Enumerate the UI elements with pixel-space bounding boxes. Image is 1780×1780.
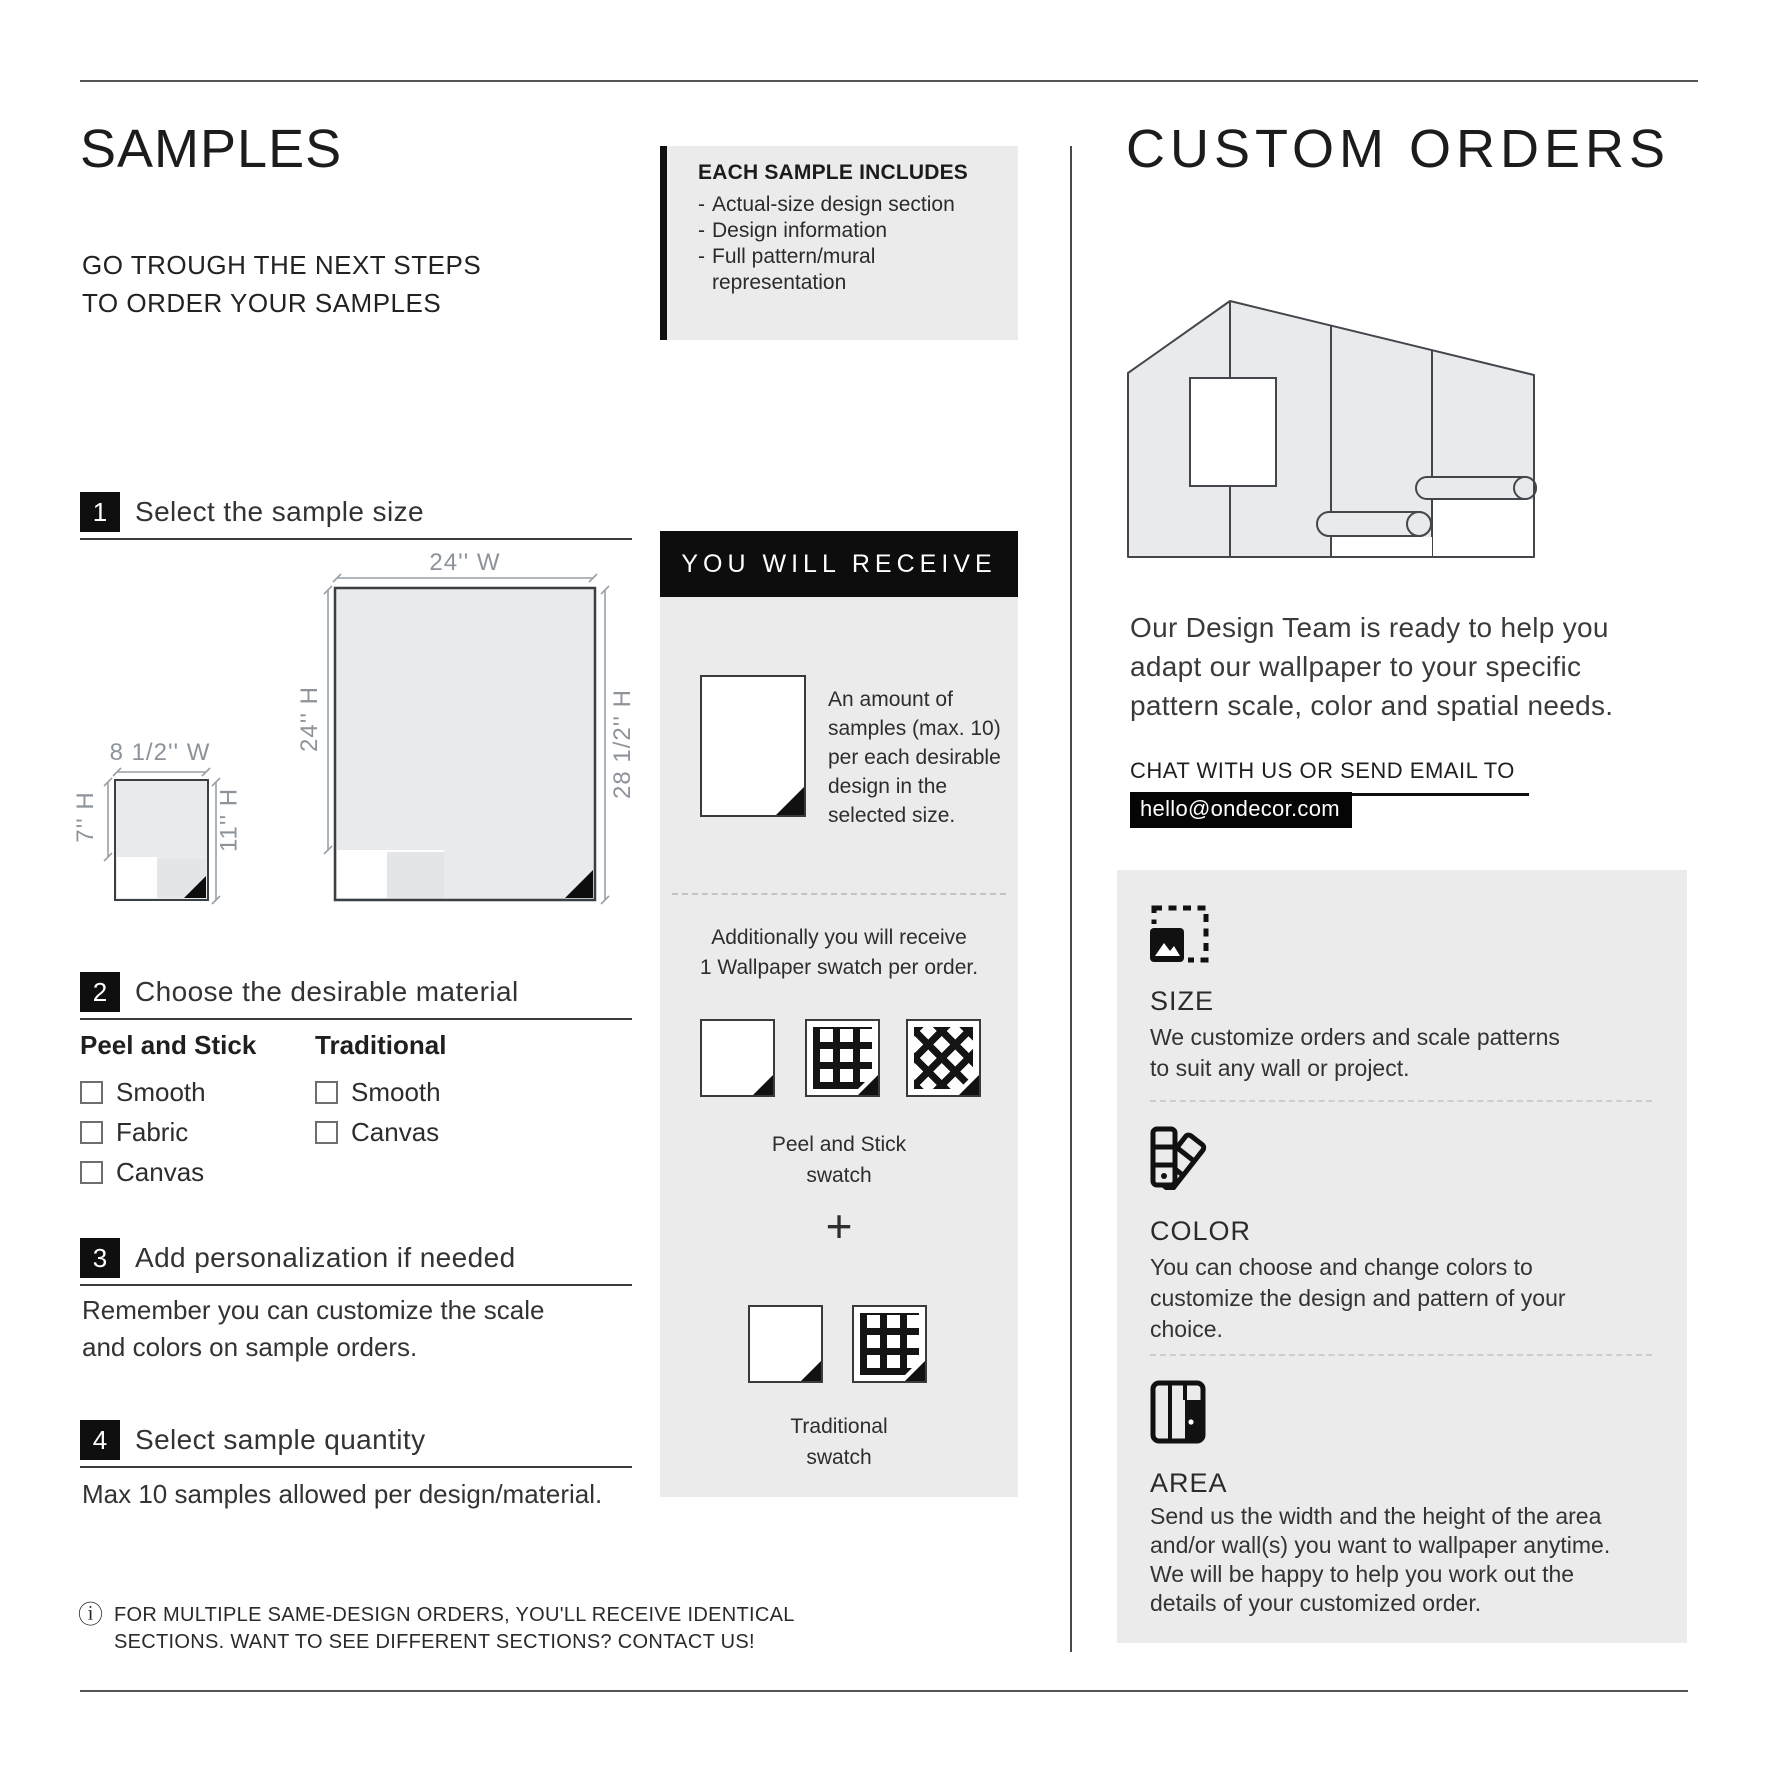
step-number-badge: 1 bbox=[80, 492, 120, 532]
material-option-row: Canvas bbox=[315, 1117, 540, 1148]
step-2-header: 2 Choose the desirable material bbox=[80, 972, 632, 1020]
step-number-badge: 4 bbox=[80, 1420, 120, 1460]
dimension-label: 24'' W bbox=[429, 549, 501, 576]
you-will-receive-box bbox=[660, 597, 1018, 1497]
design-team-text: Our Design Team is ready to help you adapt our wallpaper to your specific pattern scale, color and spatial needs. bbox=[1130, 612, 1614, 721]
feature-body: We customize orders and scale patterns to suit any wall or project. bbox=[1150, 1024, 1560, 1081]
dimension-label: 8 1/2'' W bbox=[109, 739, 211, 766]
samples-amount-text: An amount of samples (max. 10) per each desirable design in the selected size. bbox=[828, 688, 1001, 827]
plus-icon: + bbox=[825, 1200, 853, 1252]
plain-swatch-icon bbox=[700, 1019, 775, 1097]
custom-orders-title: CUSTOM ORDERS bbox=[1126, 119, 1671, 179]
material-heading: Peel and Stick bbox=[80, 1030, 257, 1060]
each-sample-includes-box bbox=[660, 146, 1018, 340]
traditional-swatch-label: Traditional swatch bbox=[790, 1415, 888, 1469]
sample-page-icon bbox=[700, 675, 806, 817]
material-heading: Traditional bbox=[315, 1030, 447, 1060]
material-option-row: Canvas bbox=[80, 1157, 305, 1188]
checkbox-icon[interactable] bbox=[315, 1081, 338, 1104]
step-4-body: Max 10 samples allowed per design/material. bbox=[82, 1479, 603, 1509]
custom-orders-feature-box bbox=[1117, 870, 1687, 1643]
email-address[interactable]: hello@ondecor.com bbox=[1130, 792, 1352, 828]
samples-title: SAMPLES bbox=[80, 119, 343, 179]
checkbox-icon[interactable] bbox=[80, 1081, 103, 1104]
feature-body: You can choose and change colors to customize the design and pattern of your choice. bbox=[1150, 1254, 1566, 1342]
grid-pattern bbox=[860, 1313, 919, 1375]
list-item: - Design information bbox=[698, 219, 888, 242]
list-item: - Full pattern/mural representation bbox=[698, 245, 876, 294]
material-column-peel bbox=[80, 1030, 305, 1197]
list-item: - Actual-size design section bbox=[698, 193, 955, 216]
color-swatches-icon bbox=[1150, 1126, 1216, 1190]
step-1-header: 1 Select the sample size bbox=[80, 492, 632, 540]
wallpaper-house-illustration bbox=[1124, 294, 1540, 566]
email-wrap bbox=[1130, 792, 1352, 828]
chat-label: CHAT WITH US OR SEND EMAIL TO bbox=[1130, 758, 1529, 796]
dimension-label: 24'' H bbox=[296, 686, 323, 752]
checkbox-icon[interactable] bbox=[315, 1121, 338, 1144]
material-column-traditional bbox=[315, 1030, 540, 1157]
material-option-row: Smooth bbox=[315, 1077, 540, 1108]
material-option-row: Smooth bbox=[80, 1077, 305, 1108]
sample-size-diagram bbox=[72, 545, 645, 915]
material-option-row: Fabric bbox=[80, 1117, 305, 1148]
crosshatch-swatch-icon bbox=[906, 1019, 981, 1097]
info-icon: ⓘ bbox=[78, 1601, 104, 1629]
dimension-label: 28 1/2'' H bbox=[609, 689, 636, 799]
feature-heading: COLOR bbox=[1150, 1216, 1252, 1246]
column-divider bbox=[1070, 146, 1072, 1652]
footnote-text: FOR MULTIPLE SAME-DESIGN ORDERS, YOU'LL RECEIVE IDENTICAL SECTIONS. WANT TO SEE DIFFERENT SECTIONS? CONTACT US! bbox=[114, 1604, 795, 1653]
additionally-text: Additionally you will receive 1 Wallpaper swatch per order. bbox=[699, 926, 979, 979]
dashed-divider bbox=[1150, 1100, 1652, 1102]
footnote bbox=[78, 1602, 795, 1656]
step-3-header: 3 Add personalization if needed bbox=[80, 1238, 632, 1286]
dimension-label: 11'' H bbox=[215, 787, 243, 853]
dashed-divider bbox=[672, 893, 1006, 895]
grid-pattern bbox=[813, 1027, 872, 1089]
grid-swatch-icon bbox=[852, 1305, 927, 1383]
samples-intro: GO TROUGH THE NEXT STEPS TO ORDER YOUR SAMPLES bbox=[82, 250, 482, 318]
size-crop-icon bbox=[1150, 904, 1210, 964]
step-number-badge: 2 bbox=[80, 972, 120, 1012]
chat-label-wrap bbox=[1130, 758, 1529, 796]
feature-heading: SIZE bbox=[1150, 986, 1215, 1016]
bottom-divider bbox=[80, 1690, 1688, 1692]
step-3-body: Remember you can customize the scale and colors on sample orders. bbox=[82, 1295, 545, 1362]
dimension-label: 7'' H bbox=[72, 791, 99, 843]
crosshatch-pattern bbox=[914, 1027, 973, 1089]
checkbox-icon[interactable] bbox=[80, 1161, 103, 1184]
area-wall-icon bbox=[1150, 1380, 1206, 1444]
dashed-divider bbox=[1150, 1354, 1652, 1356]
top-divider bbox=[80, 80, 1698, 82]
checkbox-icon[interactable] bbox=[80, 1121, 103, 1144]
feature-body: Send us the width and the height of the area and/or wall(s) you want to wallpaper anytime. We will be happy to help you work out the details of your customized order. bbox=[1150, 1503, 1611, 1616]
step-4-header: 4 Select sample quantity bbox=[80, 1420, 632, 1468]
grid-swatch-icon bbox=[805, 1019, 880, 1097]
you-will-receive-header: YOU WILL RECEIVE bbox=[660, 531, 1018, 597]
feature-heading: AREA bbox=[1150, 1468, 1228, 1498]
each-sample-includes-title: EACH SAMPLE INCLUDES bbox=[698, 161, 969, 184]
step-number-badge: 3 bbox=[80, 1238, 120, 1278]
plain-swatch-icon bbox=[748, 1305, 823, 1383]
peel-swatch-label: Peel and Stick swatch bbox=[771, 1133, 907, 1187]
